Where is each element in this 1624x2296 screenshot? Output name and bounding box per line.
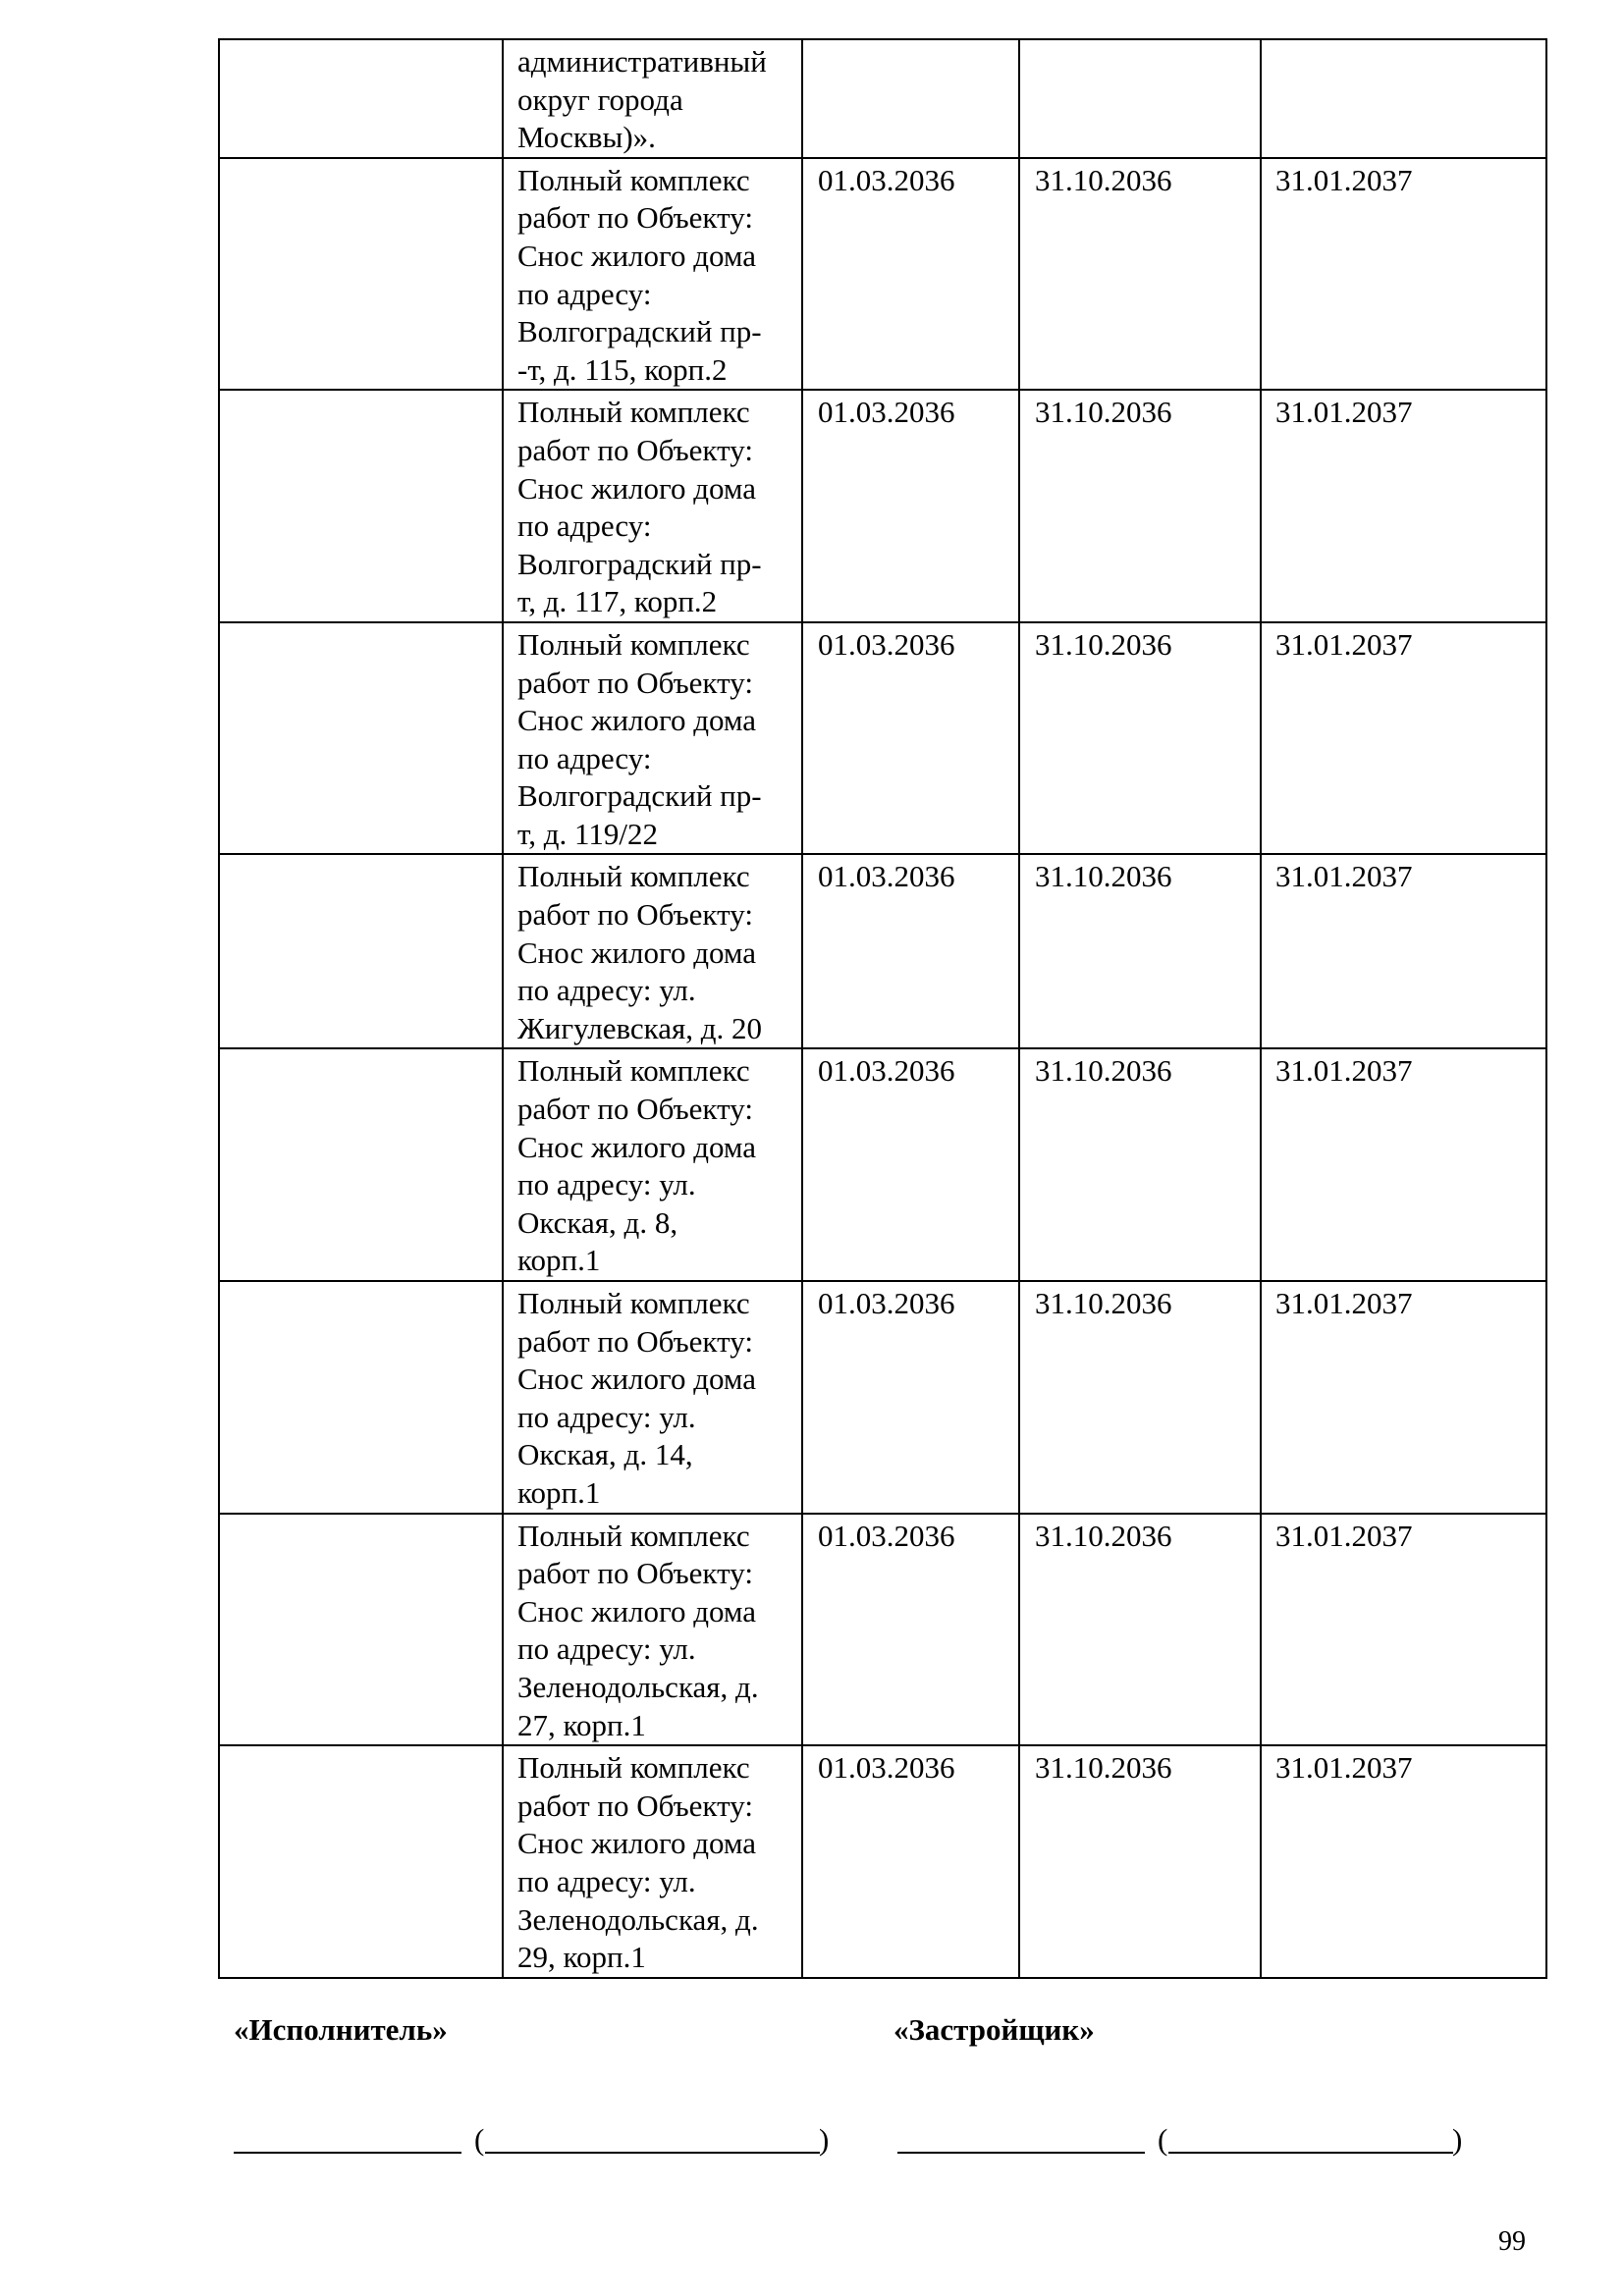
developer-signature-line [897,2122,1467,2158]
contractor-paren-close: ) [819,2122,830,2157]
developer-signature-blank [897,2152,1145,2154]
row-label-cell [219,1281,503,1514]
start-date [802,39,1019,158]
deadline-date: 31.01.2037 [1261,158,1546,391]
deadline-date [1261,39,1546,158]
start-date: 01.03.2036 [802,1745,1019,1978]
contractor-label: «Исполнитель» [234,2012,448,2047]
contractor-signature-blank [234,2152,461,2154]
work-description: административный округ города Москвы)». [503,39,802,158]
table-row [219,1745,1546,1978]
work-description: Полный комплекс работ по Объекту: Снос жилого дома по адресу: ул. Зеленодольская, д. 29, корп.1 [503,1745,802,1978]
developer-paren-open: ( [1158,2122,1168,2157]
deadline-date: 31.01.2037 [1261,854,1546,1048]
row-label-cell [219,854,503,1048]
work-description: Полный комплекс работ по Объекту: Снос жилого дома по адресу: ул. Окская, д. 14, корп.1 [503,1281,802,1514]
deadline-date: 31.01.2037 [1261,390,1546,622]
start-date: 01.03.2036 [802,1514,1019,1746]
deadline-date: 31.01.2037 [1261,1514,1546,1746]
table-row [219,158,1546,391]
contractor-paren-open: ( [474,2122,485,2157]
table-row [219,1048,1546,1281]
table-row [219,1514,1546,1746]
end-date: 31.10.2036 [1019,622,1261,855]
table-row [219,390,1546,622]
end-date: 31.10.2036 [1019,1514,1261,1746]
deadline-date: 31.01.2037 [1261,622,1546,855]
developer-paren-close: ) [1452,2122,1463,2157]
page-number: 99 [1498,2226,1526,2257]
deadline-date: 31.01.2037 [1261,1745,1546,1978]
developer-label: «Застройщик» [893,2012,1095,2047]
start-date: 01.03.2036 [802,622,1019,855]
table-row [219,854,1546,1048]
end-date: 31.10.2036 [1019,1745,1261,1978]
start-date: 01.03.2036 [802,390,1019,622]
deadline-date: 31.01.2037 [1261,1048,1546,1281]
table-row [219,39,1546,158]
work-description: Полный комплекс работ по Объекту: Снос жилого дома по адресу: Волгоградский пр- т, д. 119/22 [503,622,802,855]
work-description: Полный комплекс работ по Объекту: Снос жилого дома по адресу: ул. Окская, д. 8, корп.1 [503,1048,802,1281]
contractor-name-blank [485,2152,820,2154]
row-label-cell [219,1514,503,1746]
end-date: 31.10.2036 [1019,1281,1261,1514]
row-label-cell [219,39,503,158]
start-date: 01.03.2036 [802,1048,1019,1281]
end-date [1019,39,1261,158]
end-date: 31.10.2036 [1019,854,1261,1048]
row-label-cell [219,390,503,622]
row-label-cell [219,622,503,855]
row-label-cell [219,1048,503,1281]
work-description: Полный комплекс работ по Объекту: Снос жилого дома по адресу: Волгоградский пр- -т, д. 115, корп.2 [503,158,802,391]
end-date: 31.10.2036 [1019,1048,1261,1281]
table-row [219,1281,1546,1514]
table-row [219,622,1546,855]
start-date: 01.03.2036 [802,158,1019,391]
contractor-signature-line [234,2122,833,2158]
schedule-table [218,38,1547,1979]
work-description: Полный комплекс работ по Объекту: Снос жилого дома по адресу: Волгоградский пр- т, д. 117, корп.2 [503,390,802,622]
end-date: 31.10.2036 [1019,158,1261,391]
start-date: 01.03.2036 [802,854,1019,1048]
deadline-date: 31.01.2037 [1261,1281,1546,1514]
developer-name-blank [1168,2152,1453,2154]
work-description: Полный комплекс работ по Объекту: Снос жилого дома по адресу: ул. Жигулевская, д. 20 [503,854,802,1048]
start-date: 01.03.2036 [802,1281,1019,1514]
end-date: 31.10.2036 [1019,390,1261,622]
row-label-cell [219,1745,503,1978]
row-label-cell [219,158,503,391]
work-description: Полный комплекс работ по Объекту: Снос жилого дома по адресу: ул. Зеленодольская, д. 27, корп.1 [503,1514,802,1746]
